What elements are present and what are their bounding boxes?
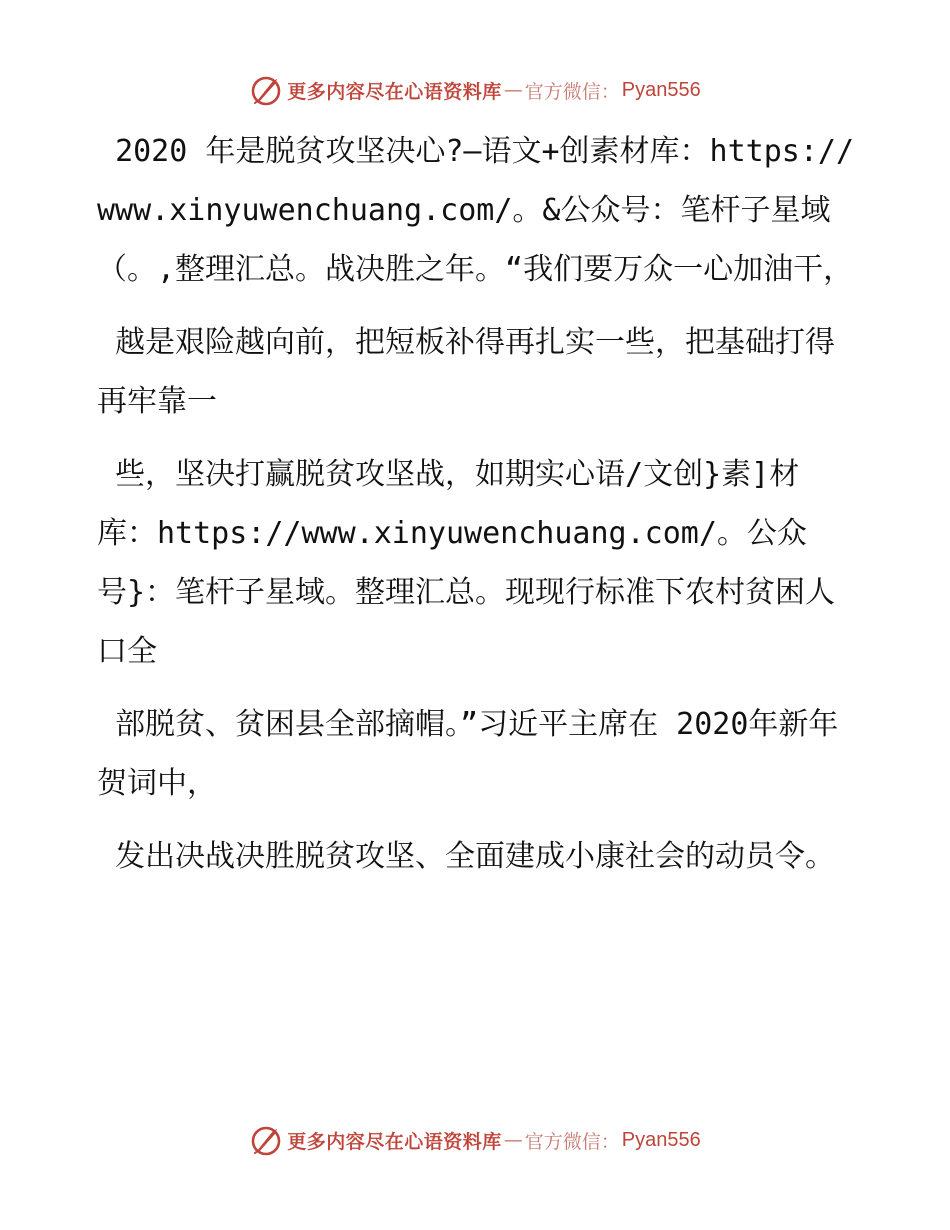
document-body	[97, 122, 857, 900]
banner-wechat-id: Pyan556	[621, 1128, 701, 1151]
paragraph-1: 2020 年是脱贫攻坚决心?—语文+创素材库：https://www.xinyuwenchuang.com/。&公众号：笔杆子星域（。,整理汇总。战决胜之年。“我们要万众一心加油干，	[97, 134, 855, 287]
paragraph-2: 越是艰险越向前，把短板补得再扎实一些，把基础打得再牢靠一	[97, 325, 836, 419]
banner-slogan: 更多内容尽在心语资料库	[287, 80, 502, 103]
banner-slogan: 更多内容尽在心语资料库	[287, 1130, 502, 1153]
banner-separator: —	[503, 79, 523, 101]
header-banner	[0, 70, 950, 110]
paragraph-3: 些，坚决打赢脱贫攻坚战，如期实心语/文创}素]材库：https://www.xinyuwenchuang.com/。公众号}：笔杆子星域。整理汇总。现现行标准下农村贫困人口全	[97, 457, 836, 669]
quill-pen-seal-icon	[249, 1123, 283, 1157]
paragraph-5: 发出决战决胜脱贫攻坚、全面建成小康社会的动员令。	[97, 839, 836, 874]
banner-wechat-id: Pyan556	[621, 78, 701, 101]
footer-banner	[0, 1120, 950, 1160]
banner-official-label: 官方微信：	[524, 80, 620, 103]
banner-separator: —	[503, 1129, 523, 1151]
banner-official-label: 官方微信：	[524, 1130, 620, 1153]
paragraph-4: 部脱贫、贫困县全部摘帽。”习近平主席在 2020年新年贺词中，	[97, 707, 839, 801]
quill-pen-seal-icon	[249, 73, 283, 107]
